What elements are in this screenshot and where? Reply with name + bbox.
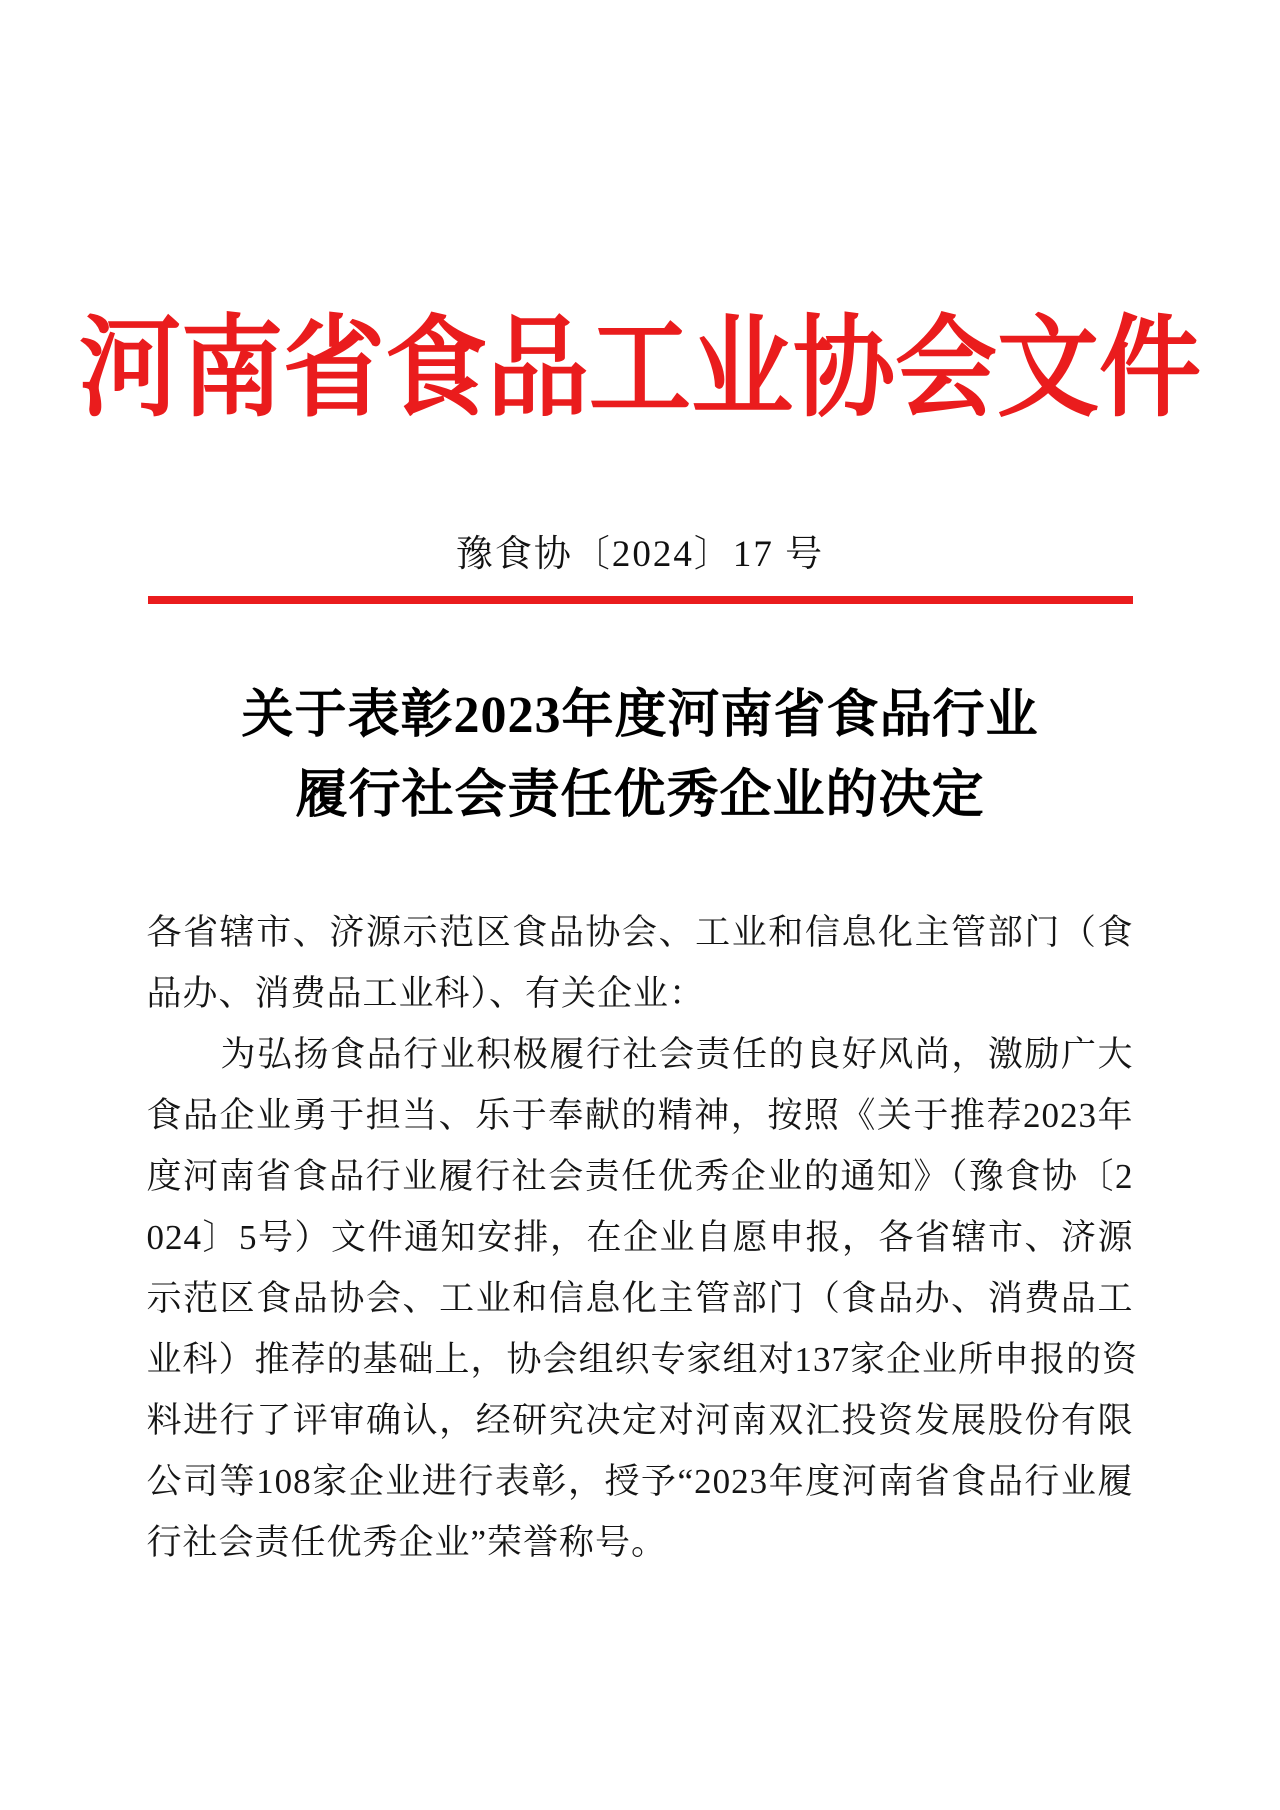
body-line: 示范区食品协会、工业和信息化主管部门（食品办、消费品工 (146, 1279, 1134, 1319)
body-line: 行社会责任优秀企业”荣誉称号。 (146, 1523, 668, 1563)
body-line: 业科）推荐的基础上，协会组织专家组对137家企业所申报的资 (146, 1340, 1139, 1380)
doc-title (0, 676, 1280, 836)
body-line: 各省辖市、济源示范区食品协会、工业和信息化主管部门（食 (146, 913, 1134, 953)
org-header-title: 河南省食品工业协会文件 (79, 308, 1201, 431)
red-divider-rule (148, 596, 1133, 604)
body-line: 公司等108家企业进行表彰，授予“2023年度河南省食品行业履 (146, 1462, 1134, 1502)
body-line: 品办、消费品工业科）、有关企业： (146, 974, 706, 1014)
body-line: 度河南省食品行业履行社会责任优秀企业的通知》（豫食协〔2 (146, 1157, 1134, 1197)
doc-number: 豫食协〔2024〕17 号 (455, 534, 825, 576)
body-line: 料进行了评审确认，经研究决定对河南双汇投资发展股份有限 (146, 1401, 1134, 1441)
body-line: 024〕5号）文件通知安排，在企业自愿申报，各省辖市、济源 (146, 1218, 1134, 1258)
doc-title-line1: 关于表彰2023年度河南省食品行业 (241, 687, 1039, 745)
body-line: 食品企业勇于担当、乐于奉献的精神，按照《关于推荐2023年 (146, 1096, 1134, 1136)
body-line: 为弘扬食品行业积极履行社会责任的良好风尚，激励广大 (220, 1035, 1134, 1075)
document-body (146, 902, 1139, 1573)
doc-title-line2: 履行社会责任优秀企业的决定 (295, 767, 985, 825)
